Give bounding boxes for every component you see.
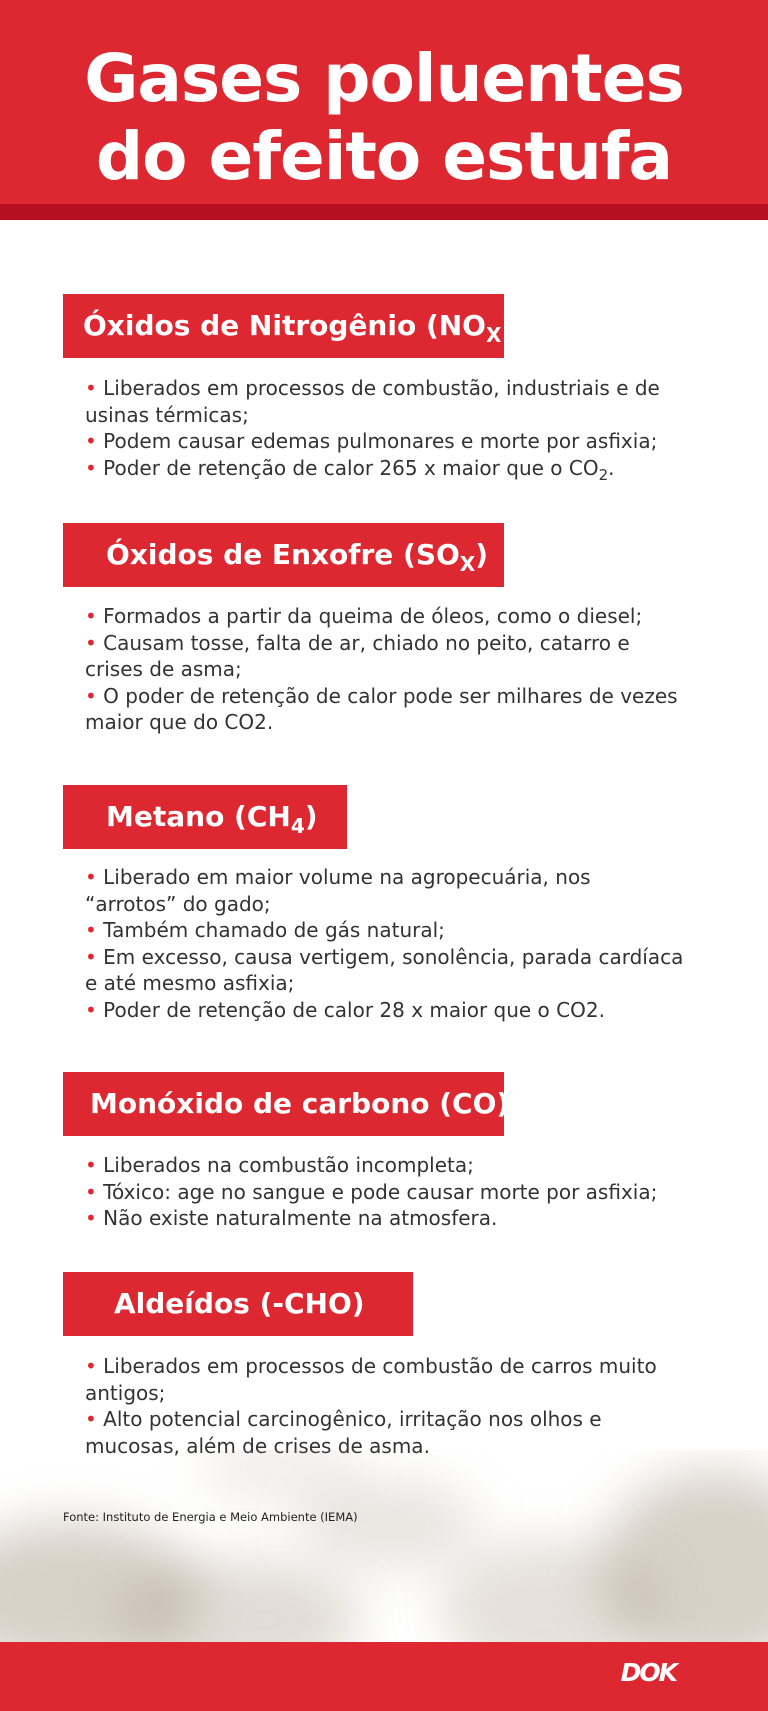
heading-text: Metano (CH (106, 800, 291, 833)
list-item (85, 630, 685, 683)
page-title-line-1: Gases poluentes (84, 40, 684, 117)
list-item-text: Poder de retenção de calor 265 x maior que o CO (103, 455, 599, 480)
list-item (85, 1152, 685, 1179)
bullet-icon: • (85, 1407, 97, 1431)
heading-text-end: ) (501, 309, 515, 342)
bullet-icon: • (85, 455, 97, 480)
footer-bar (0, 1642, 768, 1711)
list-item-text: Podem causar edemas pulmonares e morte por asfixia; (103, 429, 658, 453)
section-heading-nox (63, 294, 515, 358)
bullet-icon: • (85, 1354, 97, 1378)
heading-text: Monóxido de carbono (CO) (90, 1087, 510, 1120)
heading-text-end: ) (475, 538, 489, 571)
list-item-subscript: 2 (598, 465, 609, 484)
section-list-sox (85, 603, 685, 736)
section-list-aldeidos (85, 1353, 685, 1459)
source-citation: Fonte: Instituto de Energia e Meio Ambiente (IEMA) (63, 1510, 358, 1524)
list-item-text: Tóxico: age no sangue e pode causar morte por asfixia; (103, 1179, 658, 1204)
list-item-text: Liberados em processos de combustão de carros muito antigos; (85, 1354, 657, 1405)
list-item (85, 944, 685, 997)
heading-subscript: X (485, 323, 502, 347)
heading-text-end: ) (304, 800, 318, 833)
section-heading-monoxido (63, 1072, 510, 1136)
list-item-text: Poder de retenção de calor 28 x maior que o CO2. (103, 997, 605, 1022)
list-item-text: Não existe naturalmente na atmosfera. (103, 1206, 498, 1230)
dok-logo: DOK (620, 1658, 676, 1687)
bullet-icon: • (85, 865, 97, 889)
heading-text: Óxidos de Nitrogênio (NO (83, 309, 486, 342)
list-item-text: O poder de retenção de calor pode ser milhares de vezes maior que do CO2. (85, 683, 678, 734)
list-item (85, 683, 685, 736)
bullet-icon: • (85, 630, 97, 655)
heading-subscript: 4 (290, 814, 305, 838)
list-item (85, 864, 685, 917)
list-item-text: Causam tosse, falta de ar, chiado no peito, catarro e crises de asma; (85, 630, 630, 681)
bullet-icon: • (85, 683, 97, 708)
list-item (85, 1353, 685, 1406)
section-list-monoxido (85, 1152, 685, 1232)
heading-text: Óxidos de Enxofre (SO (106, 538, 460, 571)
bullet-icon: • (85, 1179, 97, 1204)
bullet-icon: • (85, 429, 97, 453)
heading-text: Aldeídos (-CHO) (114, 1287, 365, 1320)
list-item (85, 917, 685, 944)
list-item-text: Liberados na combustão incompleta; (103, 1153, 474, 1177)
bullet-icon: • (85, 376, 97, 400)
heading-subscript: X (459, 552, 476, 576)
page-title-line-2: do efeito estufa (95, 118, 673, 195)
section-list-nox (85, 375, 685, 484)
bullet-icon: • (85, 997, 97, 1022)
list-item-text: Alto potencial carcinogênico, irritação nos olhos e mucosas, além de crises de asma. (85, 1407, 602, 1458)
list-item-text: Em excesso, causa vertigem, sonolência, parada cardíaca e até mesmo asfixia; (85, 944, 684, 995)
list-item-text: Liberados em processos de combustão, industriais e de usinas térmicas; (85, 376, 660, 427)
bullet-icon: • (85, 604, 97, 628)
list-item (85, 455, 685, 482)
list-item (85, 997, 685, 1024)
section-heading-metano (63, 785, 347, 849)
list-item-text: Formados a partir da queima de óleos, como o diesel; (103, 604, 643, 628)
section-heading-sox (63, 523, 504, 587)
bullet-icon: • (85, 1153, 97, 1177)
list-item-text: Liberado em maior volume na agropecuária, nos “arrotos” do gado; (85, 865, 591, 916)
list-item-text-end: . (608, 455, 615, 480)
bullet-icon: • (85, 918, 97, 942)
section-heading-aldeidos (63, 1272, 413, 1336)
smoke-illustration (0, 1450, 768, 1642)
list-item (85, 1205, 685, 1232)
page-title (0, 40, 768, 196)
list-item (85, 428, 685, 455)
bullet-icon: • (85, 944, 97, 969)
list-item (85, 603, 685, 630)
header-banner (0, 0, 768, 220)
list-item-text: Também chamado de gás natural; (103, 918, 445, 942)
list-item (85, 1179, 685, 1206)
bullet-icon: • (85, 1206, 97, 1230)
section-list-metano (85, 864, 685, 1023)
list-item (85, 375, 685, 428)
